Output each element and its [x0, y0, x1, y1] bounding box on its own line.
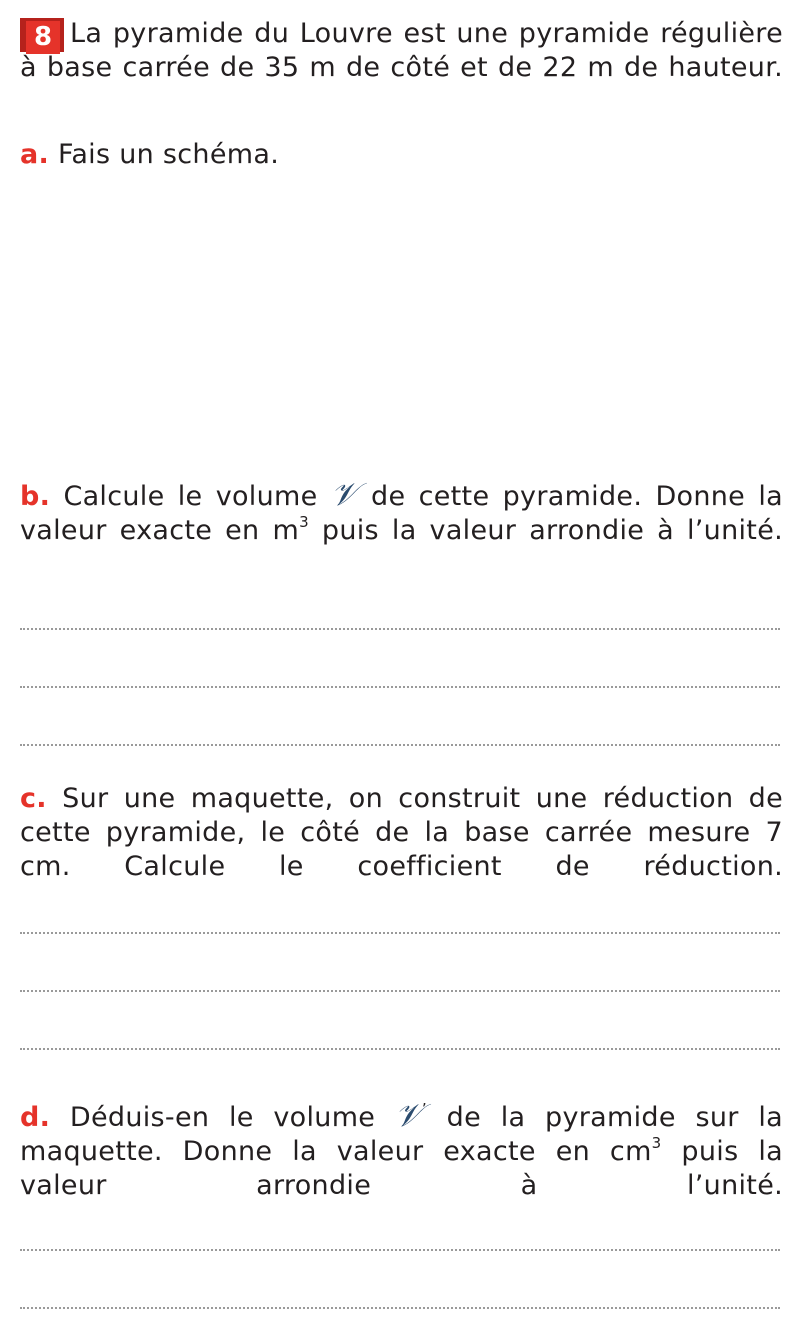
question-d-label: d.: [20, 1102, 51, 1133]
volume-symbol: 𝒱: [330, 475, 358, 513]
question-d-text-1: Déduis-en le volume: [69, 1102, 376, 1133]
question-b-exponent: 3: [299, 513, 309, 531]
question-c: [20, 782, 783, 884]
answer-line[interactable]: [20, 686, 780, 688]
question-b-text-1: Calcule le volume: [63, 481, 318, 512]
question-a-label: a.: [20, 139, 50, 170]
question-c-text: Sur une maquette, on construit une réduction de cette pyramide, le côté de la base carrée mesure 7 cm. Calcule le coefficient de réduction.: [20, 783, 783, 882]
question-b-text-2: de cette pyramide. Donne la valeur exacte en m: [20, 481, 783, 546]
prime-mark: ’: [421, 1100, 427, 1118]
volume-prime-symbol: 𝒱: [394, 1096, 422, 1134]
question-d-text-3: puis la valeur arrondie à l’unité.: [20, 1136, 783, 1201]
question-a-text: Fais un schéma.: [57, 139, 280, 170]
question-d-text-2: de la pyramide sur la maquette. Donne la valeur exacte en cm: [20, 1102, 783, 1167]
question-c-label: c.: [20, 783, 47, 814]
question-b-text-3: puis la valeur arrondie à l’unité.: [321, 515, 783, 546]
answer-line[interactable]: [20, 932, 780, 934]
intro-text: La pyramide du Louvre est une pyramide régulière à base carrée de 35 m de côté et de 22 m de hauteur.: [20, 18, 783, 83]
answer-line[interactable]: [20, 744, 780, 746]
exercise-intro: [20, 17, 783, 85]
question-d-exponent: 3: [651, 1134, 662, 1152]
question-b: [20, 475, 783, 548]
answer-line[interactable]: [20, 1249, 780, 1251]
answer-line[interactable]: [20, 990, 780, 992]
answer-line[interactable]: [20, 1307, 780, 1309]
question-a: [20, 138, 783, 172]
answer-line[interactable]: [20, 1048, 780, 1050]
answer-line[interactable]: [20, 628, 780, 630]
question-d: [20, 1096, 783, 1203]
question-b-label: b.: [20, 481, 51, 512]
exercise-number: 8: [26, 21, 60, 54]
